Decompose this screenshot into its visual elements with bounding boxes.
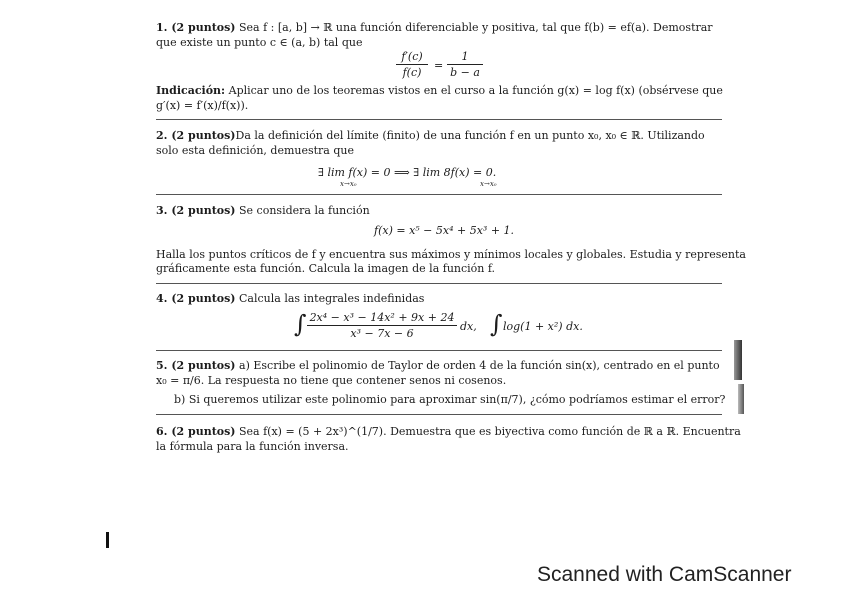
scan-edge-shadow (734, 340, 742, 380)
integral-sign: ∫ (490, 310, 503, 338)
problem-1-hint-line-2: g′(x) = f′(x)/f(x)). (156, 99, 249, 112)
problem-5-line-2: x₀ = π/6. La respuesta no tiene que contener senos ni cosenos. (156, 374, 507, 387)
problem-1-statement: Sea f : [a, b] → ℝ una función diferenciable y positiva, tal que f(b) = ef(a). Demostrar (239, 21, 713, 34)
equals-sign: = (434, 59, 444, 72)
problem-1-heading: 1. (2 puntos) (156, 21, 236, 34)
fraction-denominator: b − a (450, 66, 480, 79)
section-divider (156, 283, 722, 284)
hint-heading: Indicación: (156, 84, 226, 97)
problem-3-formula: f(x) = x⁵ − 5x⁴ + 5x³ + 1. (374, 224, 515, 237)
section-divider (156, 350, 722, 351)
problem-2-line-2: solo esta definición, demuestra que (156, 144, 354, 157)
problem-5-heading: 5. (2 puntos) (156, 359, 236, 372)
problem-3-line-3: gráficamente esta función. Calcula la imagen de la función f. (156, 262, 496, 275)
section-divider (156, 194, 722, 195)
problem-2-line-1 (156, 129, 705, 142)
camscanner-watermark: Scanned with CamScanner (537, 563, 792, 586)
fraction-numerator: 2x⁴ − x³ − 14x² + 9x + 24 (309, 311, 455, 324)
problem-2-heading: 2. (2 puntos) (156, 129, 236, 142)
problem-1-fraction-right (447, 50, 483, 79)
problem-1-line-1 (156, 21, 713, 34)
problem-2-formula: ∃ lim f(x) = 0 ⟹ ∃ lim 8f(x) = 0. (318, 166, 497, 179)
problem-1-line-2: que existe un punto c ∈ (a, b) tal que (156, 36, 363, 49)
problem-6-line-1 (156, 425, 741, 438)
integral-sign: ∫ (294, 310, 307, 338)
fraction-denominator: f(c) (402, 66, 422, 79)
problem-4-heading: 4. (2 puntos) (156, 292, 236, 305)
scan-edge-shadow (738, 384, 744, 414)
problem-1-hint-line-1 (156, 84, 723, 97)
problem-3-statement: Se considera la función (239, 204, 370, 217)
problem-5-line-1 (156, 359, 720, 372)
problem-3-heading: 3. (2 puntos) (156, 204, 236, 217)
fraction-bar (307, 325, 457, 326)
limit-subscript: x→x₀ (340, 180, 357, 188)
section-divider (156, 414, 722, 415)
differential-dx: dx, (460, 320, 477, 333)
problem-1-fraction-left (396, 50, 428, 79)
problem-5-part-b: b) Si queremos utilizar este polinomio para aproximar sin(π/7), ¿cómo podríamos estimar el error? (174, 393, 726, 406)
scan-edge-mark (106, 532, 109, 548)
problem-4-integrand-fraction (307, 311, 457, 340)
problem-6-line-2: la fórmula para la función inversa. (156, 440, 349, 453)
problem-6-statement: Sea f(x) = (5 + 2x³)^(1/7). Demuestra que es biyectiva como función de ℝ a ℝ. Encuentra (239, 425, 741, 438)
problem-5-part-a: a) Escribe el polinomio de Taylor de orden 4 de la función sin(x), centrado en el punto (239, 359, 720, 372)
problem-3-line-1 (156, 204, 370, 217)
fraction-bar (396, 64, 428, 65)
problem-6-heading: 6. (2 puntos) (156, 425, 236, 438)
problem-2-statement: Da la definición del límite (finito) de una función f en un punto x₀, x₀ ∈ ℝ. Utilizando (235, 129, 705, 142)
section-divider (156, 119, 722, 120)
fraction-numerator: 1 (461, 50, 469, 63)
problem-4-statement: Calcula las integrales indefinidas (239, 292, 425, 305)
fraction-numerator: f′(c) (401, 50, 423, 63)
limit-subscript: x→x₀ (480, 180, 497, 188)
problem-4-line-1 (156, 292, 424, 305)
problem-3-line-2: Halla los puntos críticos de f y encuentra sus máximos y mínimos locales y globales. Estudia y representa (156, 248, 746, 261)
hint-text: Aplicar uno de los teoremas vistos en el curso a la función g(x) = log f(x) (obsérvese que (228, 84, 723, 97)
fraction-bar (447, 64, 483, 65)
fraction-denominator: x³ − 7x − 6 (350, 327, 414, 340)
problem-4-second-integrand: log(1 + x²) dx. (503, 320, 583, 333)
